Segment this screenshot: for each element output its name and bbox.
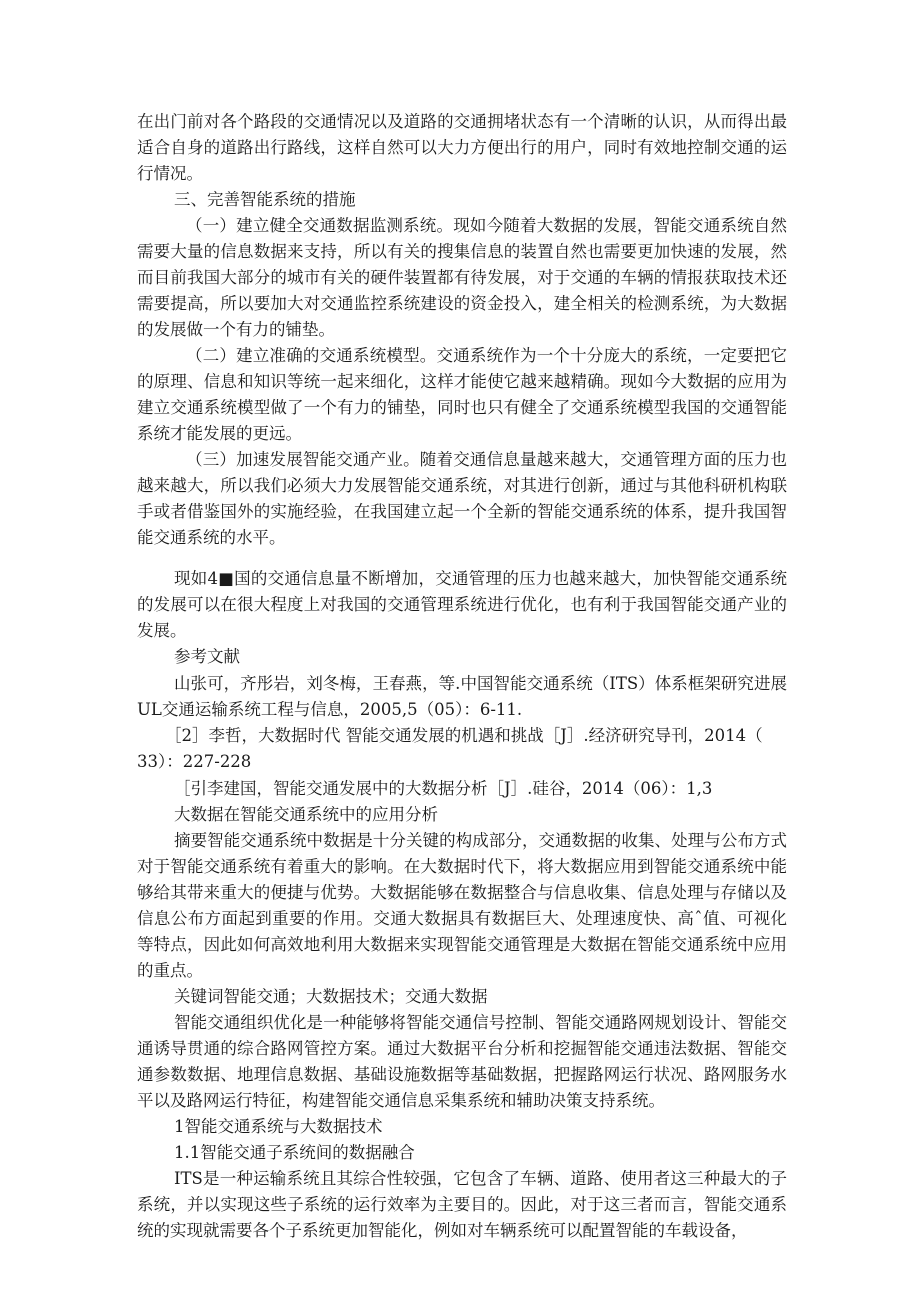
intro-paragraph: 在出门前对各个路段的交通情况以及道路的交通拥堵状态有一个清晰的认识，从而得出最适合自身的道路出行路线，这样自然可以大力方便出行的用户，同时有效地控制交通的运行情况。: [137, 112, 787, 183]
section-1-1-heading: 1.1智能交通子系统间的数据融合: [174, 1143, 415, 1162]
article-title: 大数据在智能交通系统中的应用分析: [174, 805, 438, 824]
section-3-heading: 三、完善智能系统的措施: [174, 190, 356, 209]
measure-1-paragraph: （一）建立健全交通数据监测系统。现如今随着大数据的发展，智能交通系统自然需要大量的信息数据来支持，所以有关的搜集信息的装置自然也需要更加快速的发展，然而目前我国大部分的城市有关的硬件装置都有待发展，对于交通的车辆的情报获取技术还需要提高，所以要加大对交通监控系统建设的资金投入，建全相关的检测系统，为大数据的发展做一个有力的铺垫。: [137, 216, 787, 339]
reference-3: ［引李建国，智能交通发展中的大数据分析［J］.硅谷，2014（06）：1,3: [174, 779, 713, 798]
section-1-heading: 1智能交通系统与大数据技术: [174, 1117, 383, 1136]
its-paragraph: ITS是一种运输系统且其综合性较强，它包含了车辆、道路、使用者这三种最大的子系统，并以实现这些子系统的运行效率为主要目的。因此，对于这三者而言，智能交通系统的实现就需要各个子系统更加智能化，例如对车辆系统可以配置智能的车载设备，: [137, 1169, 787, 1240]
abstract-paragraph: 摘要智能交通系统中数据是十分关键的构成部分，交通数据的收集、处理与公布方式对于智能交通系统有着重大的影响。在大数据时代下，将大数据应用到智能交通系统中能够给其带来重大的便捷与优势。大数据能够在数据整合与信息收集、信息处理与存储以及信息公布方面起到重要的作用。交通大数据具有数据巨大、处理速度快、高ˆ值、可视化等特点，因此如何高效地利用大数据来实现智能交通管理是大数据在智能交通系统中应用的重点。: [137, 831, 787, 980]
optimization-paragraph: 智能交通组织优化是一种能够将智能交通信号控制、智能交通路网规划设计、智能交通诱导贯通的综合路网管控方案。通过大数据平台分析和挖掘智能交通违法数据、智能交通参数数据、地理信息数据、基础设施数据等基础数据，把握路网运行状况、路网服务水平以及路网运行特征，构建智能交通信息采集系统和辅助决策支持系统。: [137, 1013, 787, 1110]
reference-2-line-1: ［2］李哲，大数据时代 智能交通发展的机遇和挑战［J］.经济研究导刊，2014（: [165, 726, 763, 745]
measure-3-paragraph: （三）加速发展智能交通产业。随着交通信息量越来越大，交通管理方面的压力也越来越大，所以我们必须大力发展智能交通系统，对其进行创新，通过与其他科研机构联手或者借鉴国外的实施经验，在我国建立起一个全新的智能交通系统的体系，提升我国智能交通系统的水平。: [137, 450, 787, 547]
measure-2-paragraph: （二）建立准确的交通系统模型。交通系统作为一个十分庞大的系统，一定要把它的原理、信息和知识等统一起来细化，这样才能使它越来越精确。现如今大数据的应用为建立交通系统模型做了一个有力的铺垫，同时也只有健全了交通系统模型我国的交通智能系统才能发展的更远。: [137, 346, 787, 443]
conclusion-paragraph: 现如4■国的交通信息量不断增加，交通管理的压力也越来越大，加快智能交通系统的发展可以在很大程度上对我国的交通管理系统进行优化，也有利于我国智能交通产业的发展。: [137, 569, 787, 640]
references-heading: 参考文献: [174, 647, 240, 666]
keywords-line: 关键词智能交通；大数据技术；交通大数据: [174, 987, 488, 1006]
reference-2-line-2: 33）：227-228: [137, 752, 252, 771]
reference-1: 山张可，齐彤岩，刘冬梅，王春燕，等.中国智能交通系统（ITS）体系框架研究进展UL交通运输系统工程与信息，2005,5（05）：6-11.: [137, 674, 787, 719]
